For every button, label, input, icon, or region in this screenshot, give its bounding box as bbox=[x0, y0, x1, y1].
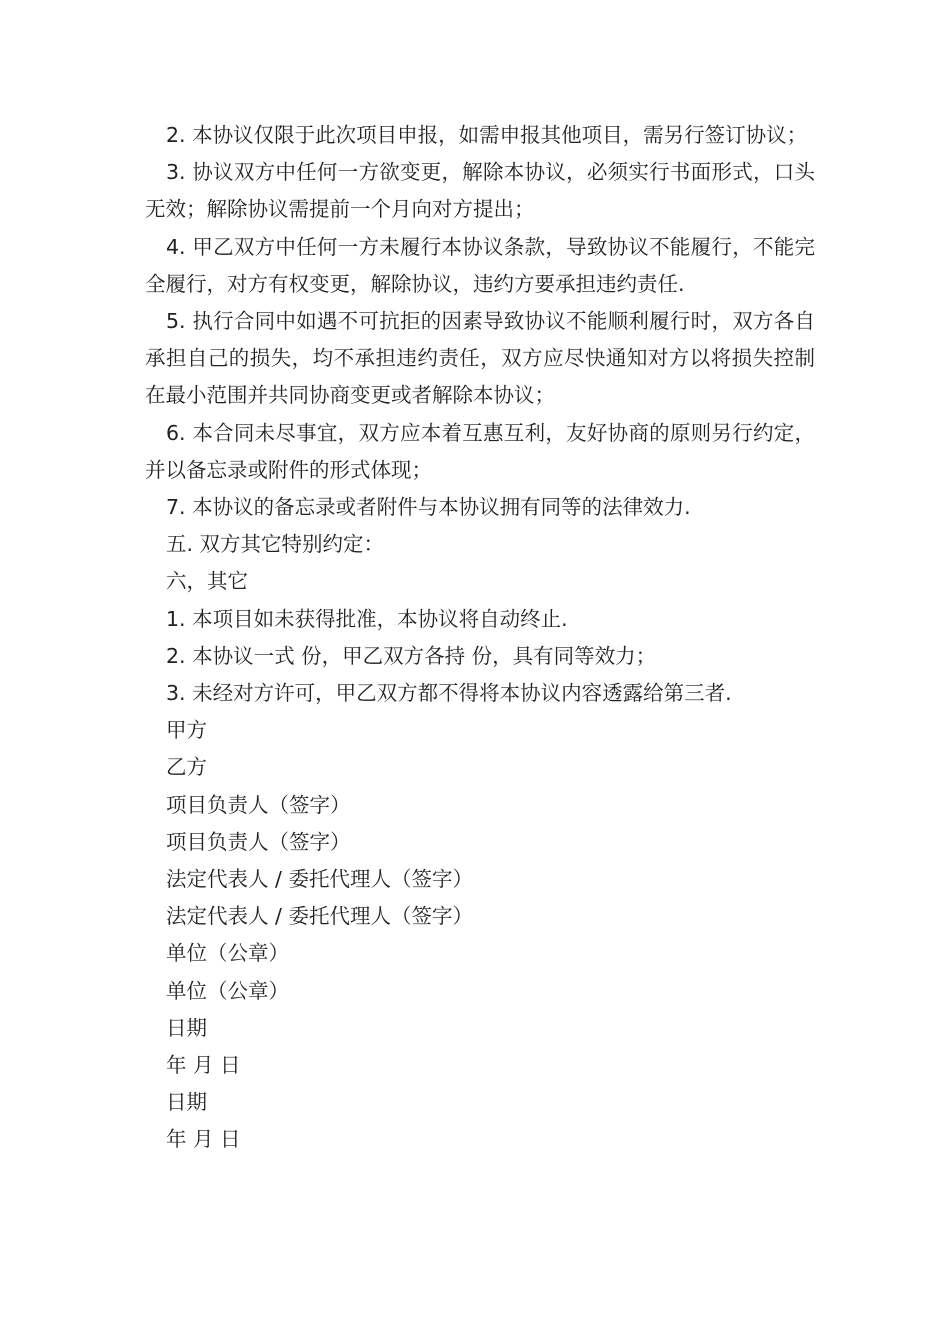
project-lead-signature-b: 项目负责人（签字） bbox=[166, 829, 351, 854]
date-value-a: 年 月 日 bbox=[166, 1053, 241, 1078]
unit-seal-a: 单位（公章） bbox=[166, 941, 289, 966]
clause-3-change-termination: 3. 协议双方中任何一方欲变更，解除本协议，必须实行书面形式，口头无效；解除协议需提前一个月向对方提出； bbox=[145, 160, 815, 222]
project-lead-signature-a: 项目负责人（签字） bbox=[166, 792, 351, 817]
clause-6-unspecified-matters: 6. 本合同未尽事宜，双方应本着互惠互利，友好协商的原则另行约定，并以备忘录或附件的形式体现； bbox=[145, 420, 815, 482]
clause-5-force-majeure: 5. 执行合同中如遇不可抗拒的因素导致协议不能顺利履行时，双方各自承担自己的损失，均不承担违约责任，双方应尽快通知对方以将损失控制在最小范围并共同协商变更或者解除本协议； bbox=[145, 309, 815, 408]
other-clause-1-auto-termination: 1. 本项目如未获得批准，本协议将自动终止. bbox=[166, 606, 568, 631]
date-value-b: 年 月 日 bbox=[166, 1127, 241, 1152]
party-b-label: 乙方 bbox=[166, 755, 207, 780]
section-6-heading: 六，其它 bbox=[166, 569, 248, 594]
legal-rep-signature-b: 法定代表人 / 委托代理人（签字） bbox=[166, 904, 473, 929]
date-label-a: 日期 bbox=[166, 1015, 207, 1040]
clause-7-annex-validity: 7. 本协议的备忘录或者附件与本协议拥有同等的法律效力. bbox=[166, 495, 691, 520]
other-clause-2-copies: 2. 本协议一式 份，甲乙双方各持 份，具有同等效力； bbox=[166, 643, 657, 668]
clause-2-single-project: 2. 本协议仅限于此次项目申报，如需申报其他项目，需另行签订协议； bbox=[166, 123, 808, 147]
party-a-label: 甲方 bbox=[166, 718, 207, 743]
date-label-b: 日期 bbox=[166, 1090, 207, 1115]
section-5-heading: 五. 双方其它特别约定： bbox=[166, 532, 385, 557]
unit-seal-b: 单位（公章） bbox=[166, 978, 289, 1003]
clause-4-breach-liability: 4. 甲乙双方中任何一方未履行本协议条款，导致协议不能履行，不能完全履行，对方有权变更，解除协议，违约方要承担违约责任. bbox=[145, 234, 815, 296]
other-clause-3-confidentiality: 3. 未经对方许可，甲乙双方都不得将本协议内容透露给第三者. bbox=[166, 681, 732, 706]
legal-rep-signature-a: 法定代表人 / 委托代理人（签字） bbox=[166, 867, 473, 892]
document-body bbox=[145, 117, 815, 1159]
